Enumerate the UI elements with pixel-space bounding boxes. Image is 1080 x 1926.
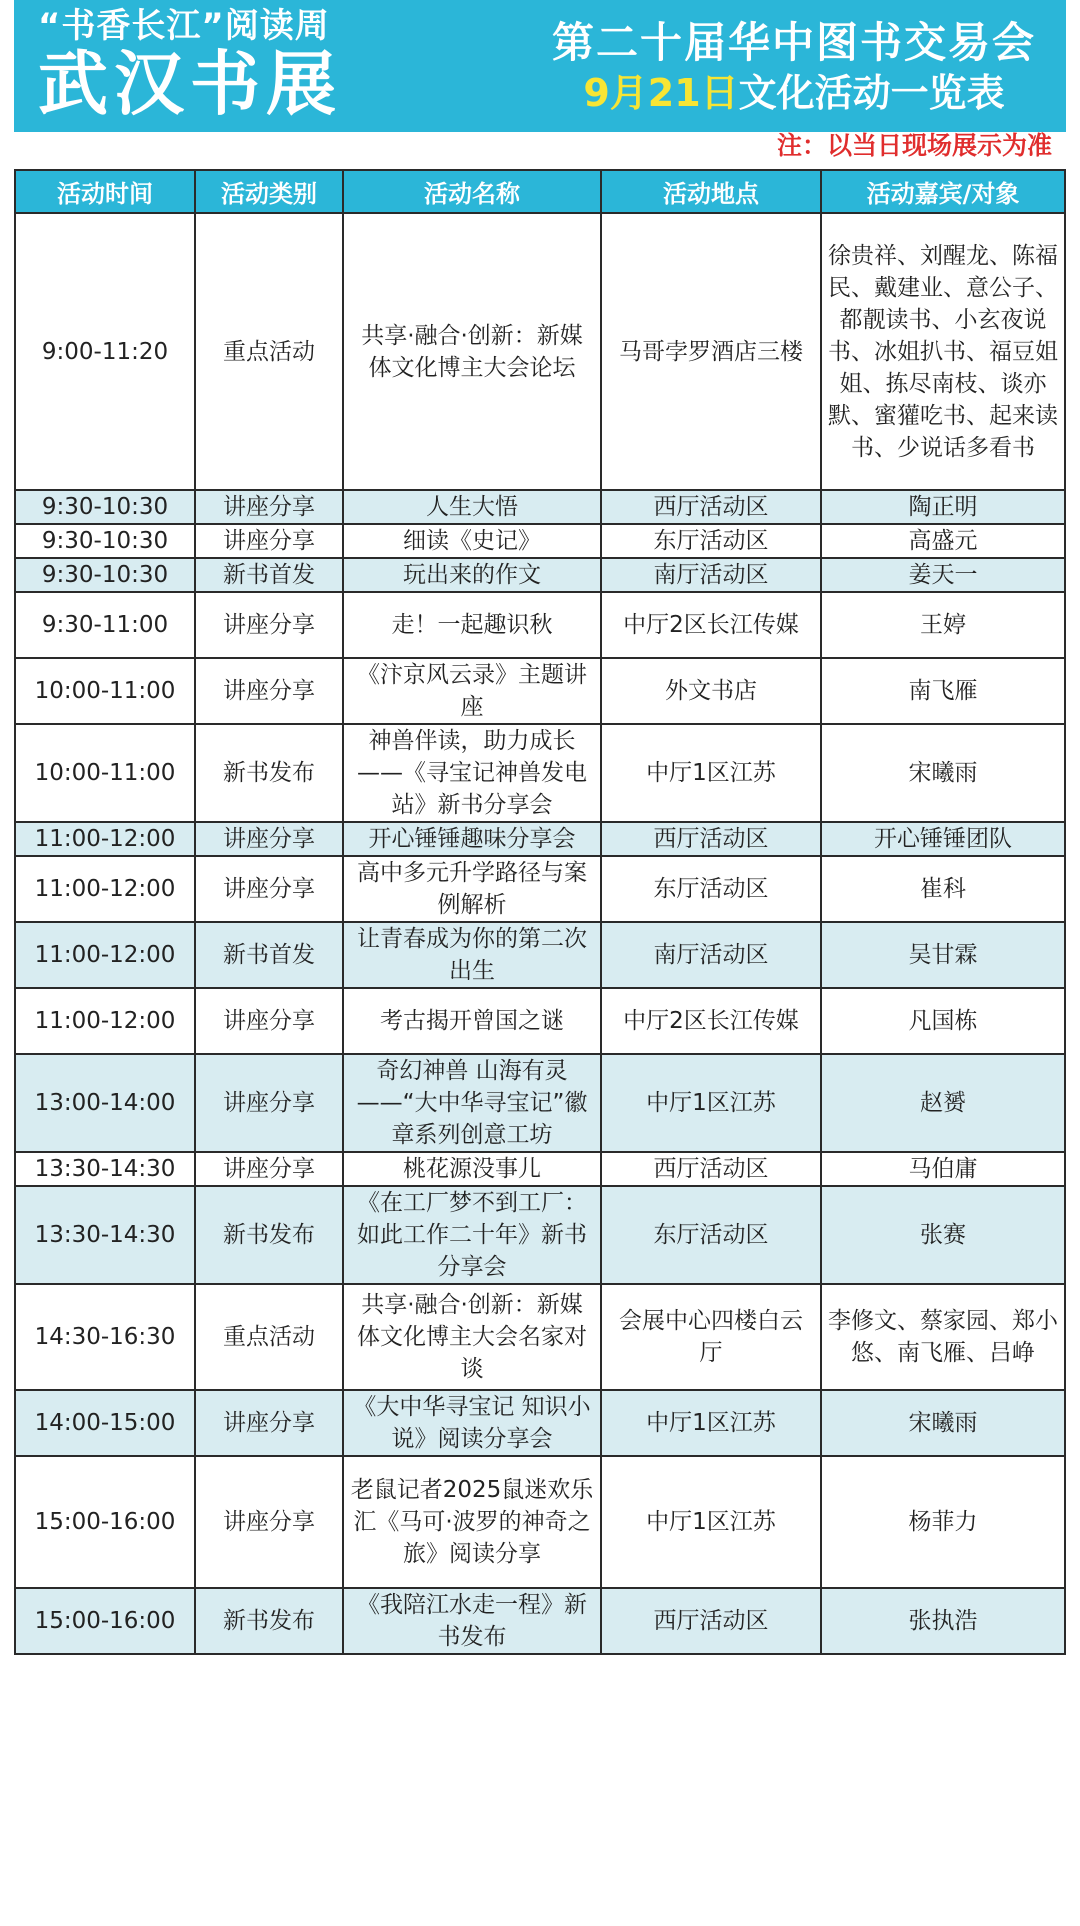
cell-time: 15:00-16:00 — [15, 1588, 195, 1654]
table-row — [15, 724, 1065, 822]
column-header-guest: 活动嘉宾/对象 — [821, 170, 1065, 213]
tagline: “书香长江”阅读周 — [38, 6, 330, 46]
cell-category: 讲座分享 — [195, 1152, 343, 1186]
cell-time: 13:30-14:30 — [15, 1186, 195, 1284]
cell-category: 讲座分享 — [195, 822, 343, 856]
cell-place: 马哥孛罗酒店三楼 — [601, 213, 821, 490]
table-row — [15, 1588, 1065, 1654]
page-title: 第二十届华中图书交易会 — [551, 18, 1036, 67]
cell-time: 14:00-15:00 — [15, 1390, 195, 1456]
table-row — [15, 490, 1065, 524]
cell-guest: 宋曦雨 — [821, 1390, 1065, 1456]
cell-category: 重点活动 — [195, 213, 343, 490]
table-row — [15, 822, 1065, 856]
table-row — [15, 558, 1065, 592]
table-header-row — [15, 170, 1065, 213]
table-row — [15, 1186, 1065, 1284]
cell-category: 新书首发 — [195, 922, 343, 988]
cell-name: 走！一起趣识秋 — [343, 592, 601, 658]
cell-name: 《在工厂梦不到工厂：如此工作二十年》新书分享会 — [343, 1186, 601, 1284]
cell-time: 10:00-11:00 — [15, 658, 195, 724]
cell-category: 讲座分享 — [195, 856, 343, 922]
cell-guest: 开心锤锤团队 — [821, 822, 1065, 856]
schedule-table — [14, 169, 1066, 1655]
table-row — [15, 988, 1065, 1054]
cell-time: 13:30-14:30 — [15, 1152, 195, 1186]
cell-name: 老鼠记者2025鼠迷欢乐汇《马可·波罗的神奇之旅》阅读分享 — [343, 1456, 601, 1588]
cell-guest: 陶正明 — [821, 490, 1065, 524]
cell-guest: 高盛元 — [821, 524, 1065, 558]
cell-name: 桃花源没事儿 — [343, 1152, 601, 1186]
cell-time: 11:00-12:00 — [15, 856, 195, 922]
table-row — [15, 1054, 1065, 1152]
cell-place: 东厅活动区 — [601, 856, 821, 922]
cell-time: 9:00-11:20 — [15, 213, 195, 490]
cell-place: 会展中心四楼白云厅 — [601, 1284, 821, 1390]
cell-time: 10:00-11:00 — [15, 724, 195, 822]
cell-name: 奇幻神兽 山海有灵——“大中华寻宝记”徽章系列创意工坊 — [343, 1054, 601, 1152]
cell-time: 9:30-10:30 — [15, 524, 195, 558]
cell-time: 13:00-14:00 — [15, 1054, 195, 1152]
cell-guest: 杨菲力 — [821, 1456, 1065, 1588]
cell-guest: 赵赟 — [821, 1054, 1065, 1152]
title-date: 9月21日 — [583, 71, 739, 115]
cell-guest: 崔科 — [821, 856, 1065, 922]
cell-category: 讲座分享 — [195, 1054, 343, 1152]
cell-category: 讲座分享 — [195, 490, 343, 524]
cell-category: 讲座分享 — [195, 592, 343, 658]
cell-name: 《大中华寻宝记 知识小说》阅读分享会 — [343, 1390, 601, 1456]
cell-place: 南厅活动区 — [601, 558, 821, 592]
notice: 注：以当日现场展示为准 — [776, 131, 1052, 160]
table-row — [15, 856, 1065, 922]
column-header-place: 活动地点 — [601, 170, 821, 213]
cell-name: 开心锤锤趣味分享会 — [343, 822, 601, 856]
cell-guest: 李修文、蔡家园、郑小悠、南飞雁、吕峥 — [821, 1284, 1065, 1390]
cell-time: 9:30-11:00 — [15, 592, 195, 658]
cell-category: 讲座分享 — [195, 524, 343, 558]
cell-time: 14:30-16:30 — [15, 1284, 195, 1390]
cell-category: 讲座分享 — [195, 1390, 343, 1456]
cell-category: 新书首发 — [195, 558, 343, 592]
cell-name: 《汴京风云录》主题讲座 — [343, 658, 601, 724]
event-name: 武汉书展 — [38, 43, 342, 125]
cell-place: 东厅活动区 — [601, 1186, 821, 1284]
header-banner — [14, 0, 1066, 132]
column-header-time: 活动时间 — [15, 170, 195, 213]
cell-category: 新书发布 — [195, 724, 343, 822]
column-header-category: 活动类别 — [195, 170, 343, 213]
table-row — [15, 922, 1065, 988]
cell-place: 西厅活动区 — [601, 490, 821, 524]
cell-time: 9:30-10:30 — [15, 490, 195, 524]
cell-place: 东厅活动区 — [601, 524, 821, 558]
cell-name: 共享·融合·创新：新媒体文化博主大会名家对谈 — [343, 1284, 601, 1390]
cell-place: 南厅活动区 — [601, 922, 821, 988]
page-subtitle — [534, 70, 1054, 116]
cell-name: 《我陪江水走一程》新书发布 — [343, 1588, 601, 1654]
cell-time: 11:00-12:00 — [15, 988, 195, 1054]
cell-place: 中厅1区江苏 — [601, 1456, 821, 1588]
table-row — [15, 1456, 1065, 1588]
cell-guest: 王婷 — [821, 592, 1065, 658]
cell-guest: 凡国栋 — [821, 988, 1065, 1054]
cell-category: 新书发布 — [195, 1186, 343, 1284]
cell-name: 细读《史记》 — [343, 524, 601, 558]
cell-place: 中厅2区长江传媒 — [601, 592, 821, 658]
cell-guest: 宋曦雨 — [821, 724, 1065, 822]
cell-name: 共享·融合·创新：新媒体文化博主大会论坛 — [343, 213, 601, 490]
cell-time: 15:00-16:00 — [15, 1456, 195, 1588]
column-header-name: 活动名称 — [343, 170, 601, 213]
table-row — [15, 592, 1065, 658]
table-row — [15, 1284, 1065, 1390]
cell-time: 11:00-12:00 — [15, 822, 195, 856]
cell-place: 中厅1区江苏 — [601, 724, 821, 822]
cell-name: 考古揭开曾国之谜 — [343, 988, 601, 1054]
cell-place: 中厅1区江苏 — [601, 1390, 821, 1456]
cell-name: 高中多元升学路径与案例解析 — [343, 856, 601, 922]
title-rest: 文化活动一览表 — [738, 71, 1005, 115]
cell-guest: 张执浩 — [821, 1588, 1065, 1654]
cell-name: 人生大悟 — [343, 490, 601, 524]
table-row — [15, 213, 1065, 490]
cell-name: 玩出来的作文 — [343, 558, 601, 592]
cell-time: 9:30-10:30 — [15, 558, 195, 592]
cell-time: 11:00-12:00 — [15, 922, 195, 988]
cell-name: 神兽伴读，助力成长——《寻宝记神兽发电站》新书分享会 — [343, 724, 601, 822]
table-row — [15, 1152, 1065, 1186]
cell-place: 西厅活动区 — [601, 1152, 821, 1186]
cell-category: 讲座分享 — [195, 1456, 343, 1588]
cell-guest: 吴甘霖 — [821, 922, 1065, 988]
cell-guest: 姜天一 — [821, 558, 1065, 592]
cell-place: 中厅2区长江传媒 — [601, 988, 821, 1054]
cell-place: 西厅活动区 — [601, 822, 821, 856]
table-row — [15, 524, 1065, 558]
table-row — [15, 658, 1065, 724]
cell-place: 中厅1区江苏 — [601, 1054, 821, 1152]
cell-category: 新书发布 — [195, 1588, 343, 1654]
cell-category: 讲座分享 — [195, 988, 343, 1054]
cell-guest: 张赛 — [821, 1186, 1065, 1284]
cell-place: 外文书店 — [601, 658, 821, 724]
cell-place: 西厅活动区 — [601, 1588, 821, 1654]
cell-guest: 南飞雁 — [821, 658, 1065, 724]
table-body — [15, 213, 1065, 1654]
table-row — [15, 1390, 1065, 1456]
cell-category: 重点活动 — [195, 1284, 343, 1390]
cell-name: 让青春成为你的第二次出生 — [343, 922, 601, 988]
cell-guest: 马伯庸 — [821, 1152, 1065, 1186]
cell-guest: 徐贵祥、刘醒龙、陈福民、戴建业、意公子、都靓读书、小玄夜说书、冰姐扒书、福豆姐姐、拣尽南枝、谈亦默、蜜獾吃书、起来读书、少说话多看书 — [821, 213, 1065, 490]
cell-category: 讲座分享 — [195, 658, 343, 724]
